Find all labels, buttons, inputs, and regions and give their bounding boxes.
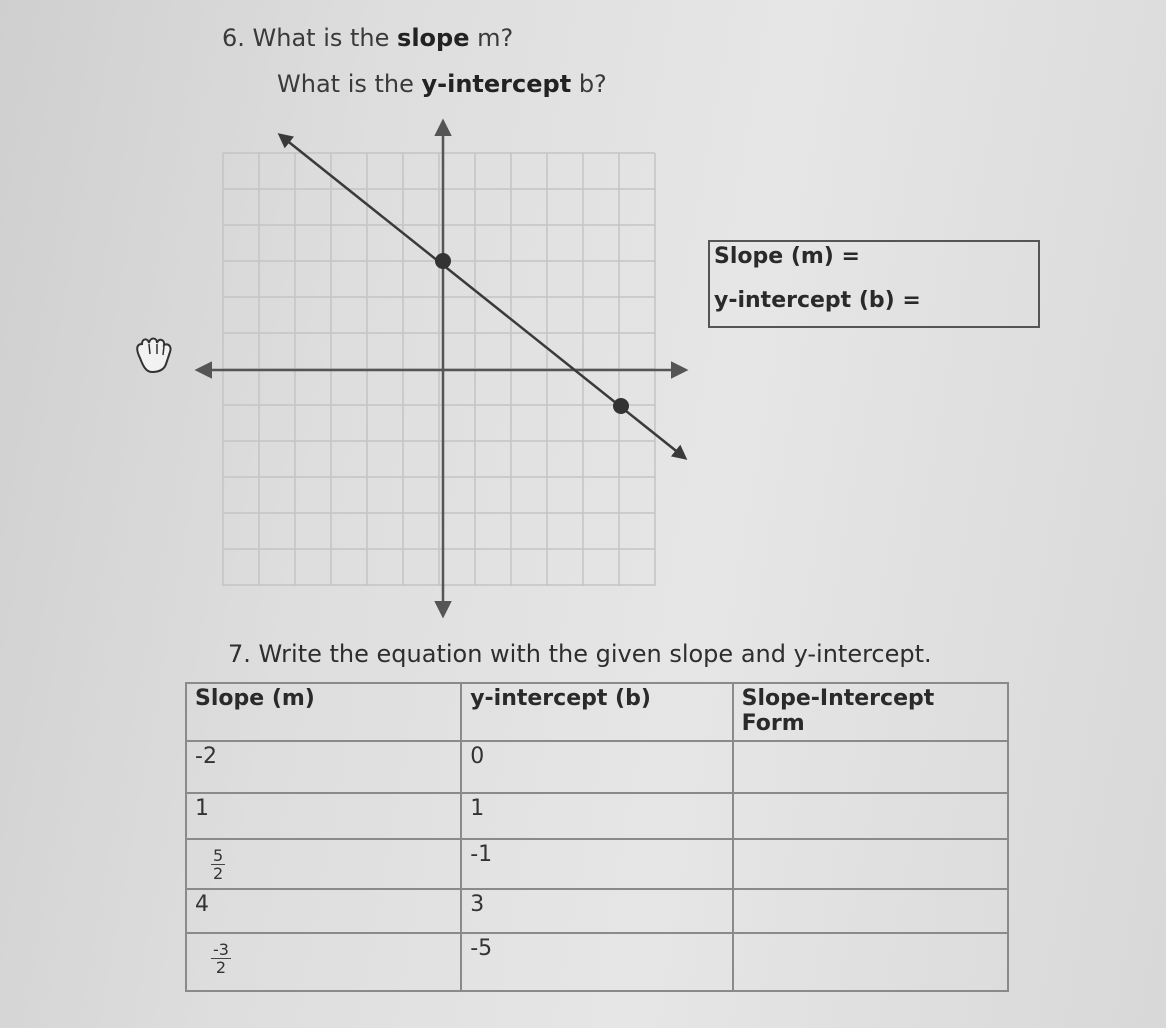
coordinate-graph xyxy=(180,110,700,630)
form-answer-cell[interactable] xyxy=(733,839,1008,889)
slope-cell: 4 xyxy=(186,889,461,933)
table-row xyxy=(186,889,1008,933)
table-row xyxy=(186,793,1008,839)
slope-fraction: $\frac{-3}{2}$ xyxy=(213,940,229,977)
equation-table xyxy=(185,682,1009,992)
slope-fraction: $\frac{5}{2}$ xyxy=(213,846,224,883)
intercept-cell: 1 xyxy=(461,793,732,839)
form-answer-cell[interactable] xyxy=(733,793,1008,839)
intercept-answer-label: y-intercept (b) = xyxy=(714,288,921,313)
header-intercept: y-intercept (b) xyxy=(461,683,732,741)
slope-cell: 1 xyxy=(186,793,461,839)
table-row xyxy=(186,933,1008,991)
intercept-cell: -5 xyxy=(461,933,732,991)
form-answer-cell[interactable] xyxy=(733,933,1008,991)
intercept-cell: -1 xyxy=(461,839,732,889)
slope-cell: -2 xyxy=(186,741,461,793)
header-slope: Slope (m) xyxy=(186,683,461,741)
answer-box xyxy=(708,240,1040,328)
hand-cursor-icon xyxy=(130,332,180,376)
table-row xyxy=(186,839,1008,889)
form-answer-cell[interactable] xyxy=(733,741,1008,793)
slope-answer-label: Slope (m) = xyxy=(714,244,860,269)
intercept-cell: 3 xyxy=(461,889,732,933)
table-row xyxy=(186,741,1008,793)
second-point xyxy=(613,398,629,414)
slope-cell xyxy=(186,839,461,889)
form-answer-cell[interactable] xyxy=(733,889,1008,933)
question-6-subtext: What is the y-intercept b? xyxy=(277,70,607,98)
slope-cell xyxy=(186,933,461,991)
header-form: Slope-Intercept Form xyxy=(733,683,1008,741)
table-header-row xyxy=(186,683,1008,741)
y-intercept-point xyxy=(435,253,451,269)
question-7-text: 7. Write the equation with the given slope and y-intercept. xyxy=(228,640,932,668)
intercept-cell: 0 xyxy=(461,741,732,793)
question-6-text: 6. What is the slope m? xyxy=(222,24,514,52)
